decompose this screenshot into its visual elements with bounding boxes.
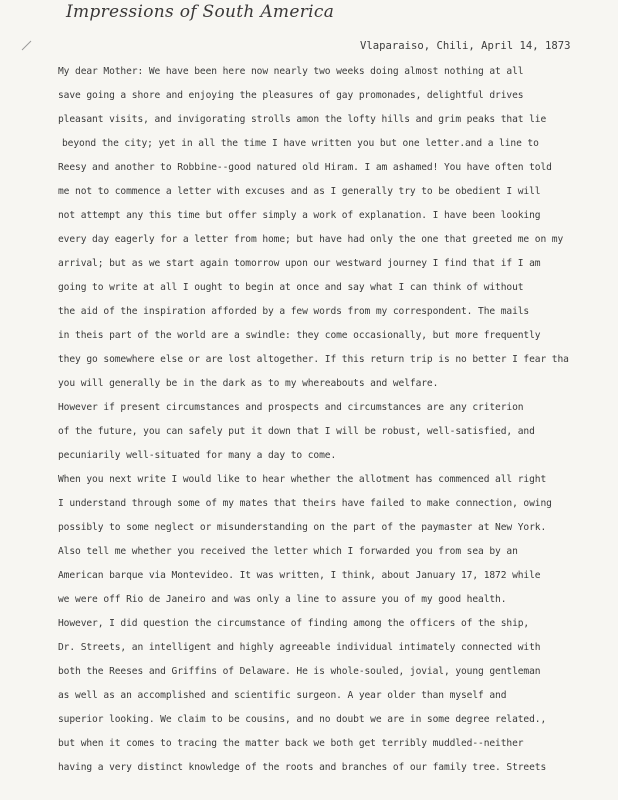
handwritten-title: Impressions of South America: [66, 2, 335, 22]
letter-line: However, I did question the circumstance of finding among the officers of the ship,: [58, 618, 530, 629]
letter-line: However if present circumstances and prospects and circumstances are any criterion: [58, 402, 524, 413]
letter-line: they go somewhere else or are lost altogether. If this return trip is no better I fear tha: [58, 354, 569, 365]
letter-line: you will generally be in the dark as to my whereabouts and welfare.: [58, 378, 439, 389]
letter-line: as well as an accomplished and scientific surgeon. A year older than myself and: [58, 690, 507, 701]
letter-line: not attempt any this time but offer simply a work of explanation. I have been looking: [58, 210, 541, 221]
letter-line: arrival; but as we start again tomorrow upon our westward journey I find that if I am: [58, 258, 541, 269]
letter-line: in theis part of the world are a swindle: they come occasionally, but more frequently: [58, 330, 541, 341]
margin-pencil-mark: [20, 38, 34, 52]
letter-line: the aid of the inspiration afforded by a few words from my correspondent. The mails: [58, 306, 530, 317]
letter-line: possibly to some neglect or misunderstanding on the part of the paymaster at New York.: [58, 522, 547, 533]
letter-line: Dr. Streets, an intelligent and highly agreeable individual intimately connected with: [58, 642, 541, 653]
letter-line: every day eagerly for a letter from home; but have had only the one that greeted me on my: [58, 234, 564, 245]
letter-line: My dear Mother: We have been here now nearly two weeks doing almost nothing at all: [58, 66, 524, 77]
letter-line: pecuniarily well-situated for many a day to come.: [58, 450, 337, 461]
letter-line: superior looking. We claim to be cousins, and no doubt we are in some degree related.,: [58, 714, 547, 725]
letter-line: beyond the city; yet in all the time I have written you but one letter.and a line to: [62, 138, 539, 149]
letter-line: Also tell me whether you received the letter which I forwarded you from sea by an: [58, 546, 518, 557]
letter-line: When you next write I would like to hear whether the allotment has commenced all right: [58, 474, 547, 485]
letter-line: of the future, you can safely put it down that I will be robust, well-satisfied, and: [58, 426, 535, 437]
letter-line: I understand through some of my mates that theirs have failed to make connection, owing: [58, 498, 552, 509]
letter-line: both the Reeses and Griffins of Delaware. He is whole-souled, jovial, young gentleman: [58, 666, 541, 677]
letter-line: me not to commence a letter with excuses and as I generally try to be obedient I will: [58, 186, 541, 197]
letter-dateline: Vlaparaiso, Chili, April 14, 1873: [360, 40, 571, 52]
letter-line: going to write at all I ought to begin at once and say what I can think of without: [58, 282, 524, 293]
letter-line: pleasant visits, and invigorating strolls amon the lofty hills and grim peaks that lie: [58, 114, 547, 125]
letter-line: we were off Rio de Janeiro and was only a line to assure you of my good health.: [58, 594, 507, 605]
letter-line: Reesy and another to Robbine--good natured old Hiram. I am ashamed! You have often told: [58, 162, 552, 173]
letter-line: American barque via Montevideo. It was written, I think, about January 17, 1872 while: [58, 570, 541, 581]
letter-line: having a very distinct knowledge of the roots and branches of our family tree. Streets: [58, 762, 547, 773]
letter-line: save going a shore and enjoying the pleasures of gay promonades, delightful drives: [58, 90, 524, 101]
letter-line: but when it comes to tracing the matter back we both get terribly muddled--neither: [58, 738, 524, 749]
